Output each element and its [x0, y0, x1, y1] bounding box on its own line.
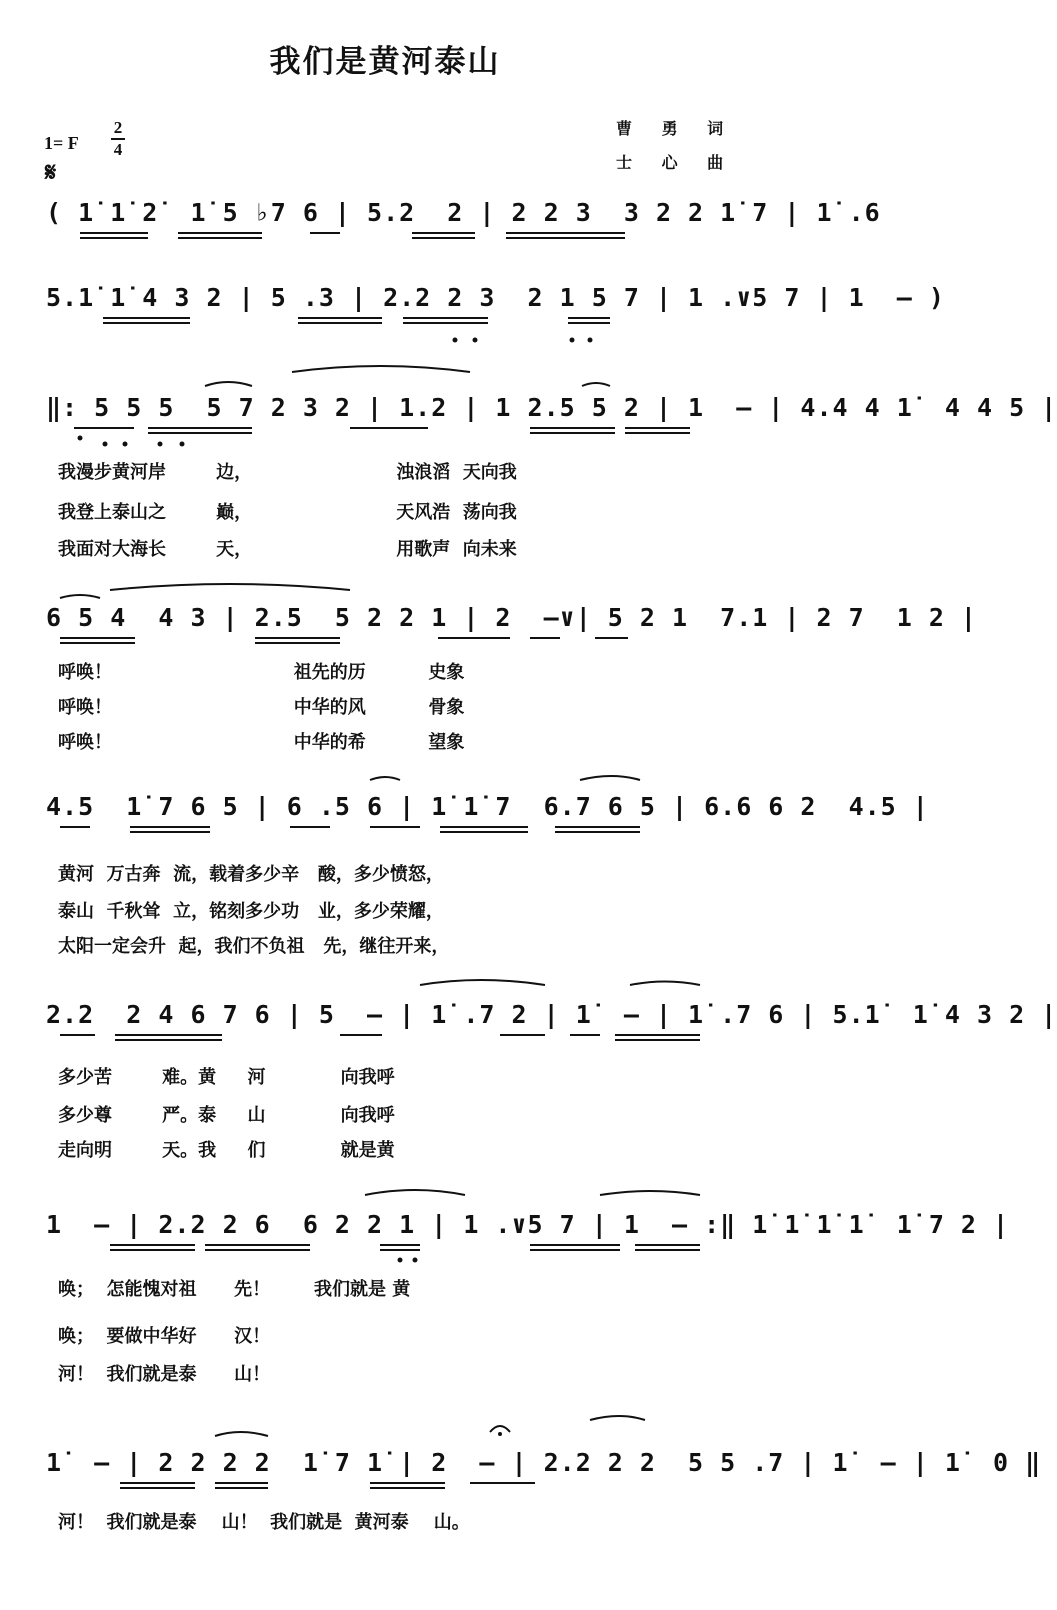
lyric-line-3-2: 我登上泰山之 巅， 天风浩 荡向我	[58, 502, 517, 523]
lyric-line-3-1: 我漫步黄河岸 边， 浊浪滔 天向我	[58, 462, 517, 483]
lyric-line-7-2: 唤； 要做中华好 汉！	[58, 1326, 271, 1347]
notation-line-2: 5.1̇ 1̇ 4 3 2 | 5 .3 | 2.2 2 3 2 1 5 7 | 1 .∨5 7 | 1 – )	[46, 283, 945, 312]
composer-credit: 士 心 曲	[616, 153, 736, 172]
time-top: 2	[113, 118, 123, 137]
key-signature: 1= F	[44, 133, 79, 153]
lyric-line-7-1: 唤； 怎能愧对祖 先！ 我们就是 黄	[58, 1279, 411, 1300]
notation-line-4: 6 5 4 4 3 | 2.5 5 2 2 1 | 2 –∨| 5 2 1 7.1 | 2 7 1 2 |	[46, 603, 977, 632]
lyric-line-3-3: 我面对大海长 天， 用歌声 向未来	[58, 539, 517, 560]
notation-line-6: 2.2 2 4 6 7 6 | 5 – | 1̇ .7 2 | 1̇ – | 1̇ .7 6 | 5.1̇ 1̇ 4 3 2 |	[46, 1000, 1057, 1029]
lyric-line-6-1: 多少苦 难。黄 河 向我呼	[58, 1067, 395, 1088]
segno-icon: 𝄋	[45, 158, 57, 188]
notation-line-8: 1̇ – | 2 2 2 2 1̇ 7 1̇ | 2 – | 2.2 2 2 5 5 .7 | 1̇ – | 1̇ 0 ‖	[46, 1448, 1042, 1477]
lyric-line-5-1: 黄河 万古奔 流，载着多少辛 酸，多少愤怒，	[58, 864, 444, 885]
notation-line-1: ( 1̇ 1̇ 2̇ 1̇ 5 ♭7 6 | 5.2 2 | 2 2 3 3 2 2 1̇ 7 | 1̇ .6	[46, 198, 881, 227]
lyric-line-4-2: 呼唤！ 中华的风 骨象	[58, 697, 465, 718]
lyric-line-4-1: 呼唤！ 祖先的历 史象	[58, 662, 465, 683]
lyric-line-6-2: 多少尊 严。泰 山 向我呼	[58, 1105, 395, 1126]
notation-line-5: 4.5 1̇ 7 6 5 | 6 .5 6 | 1̇ 1̇ 7 6.7 6 5 | 6.6 6 2 4.5 |	[46, 792, 929, 821]
time-bottom: 4	[111, 138, 125, 160]
lyric-line-7-3: 河！ 我们就是泰 山！	[58, 1364, 271, 1385]
song-title: 我们是黄河泰山	[269, 44, 501, 80]
notation-line-7: 1 – | 2.2 2 6 6 2 2 1 | 1 .∨5 7 | 1 – :‖ 1̇ 1̇ 1̇ 1̇ 1̇ 7 2 |	[46, 1210, 1010, 1239]
lyric-line-6-3: 走向明 天。我 们 就是黄	[58, 1140, 395, 1161]
lyric-line-5-3: 太阳一定会升 起，我们不负祖 先，继往开来，	[58, 936, 450, 957]
lyric-line-5-2: 泰山 千秋耸 立，铭刻多少功 业，多少荣耀，	[58, 901, 444, 922]
time-signature	[111, 118, 125, 160]
lyric-line-4-3: 呼唤！ 中华的希 望象	[58, 732, 465, 753]
lyricist-credit: 曹 勇 词	[616, 119, 736, 138]
lyric-line-8-1: 河！ 我们就是泰 山！ 我们就是 黄河泰 山。	[58, 1512, 470, 1533]
notation-line-3: ‖: 5 5 5 5 7 2 3 2 | 1.2 | 1 2.5 5 2 | 1 – | 4.4 4 1̇ 4 4 5 |	[46, 393, 1057, 422]
